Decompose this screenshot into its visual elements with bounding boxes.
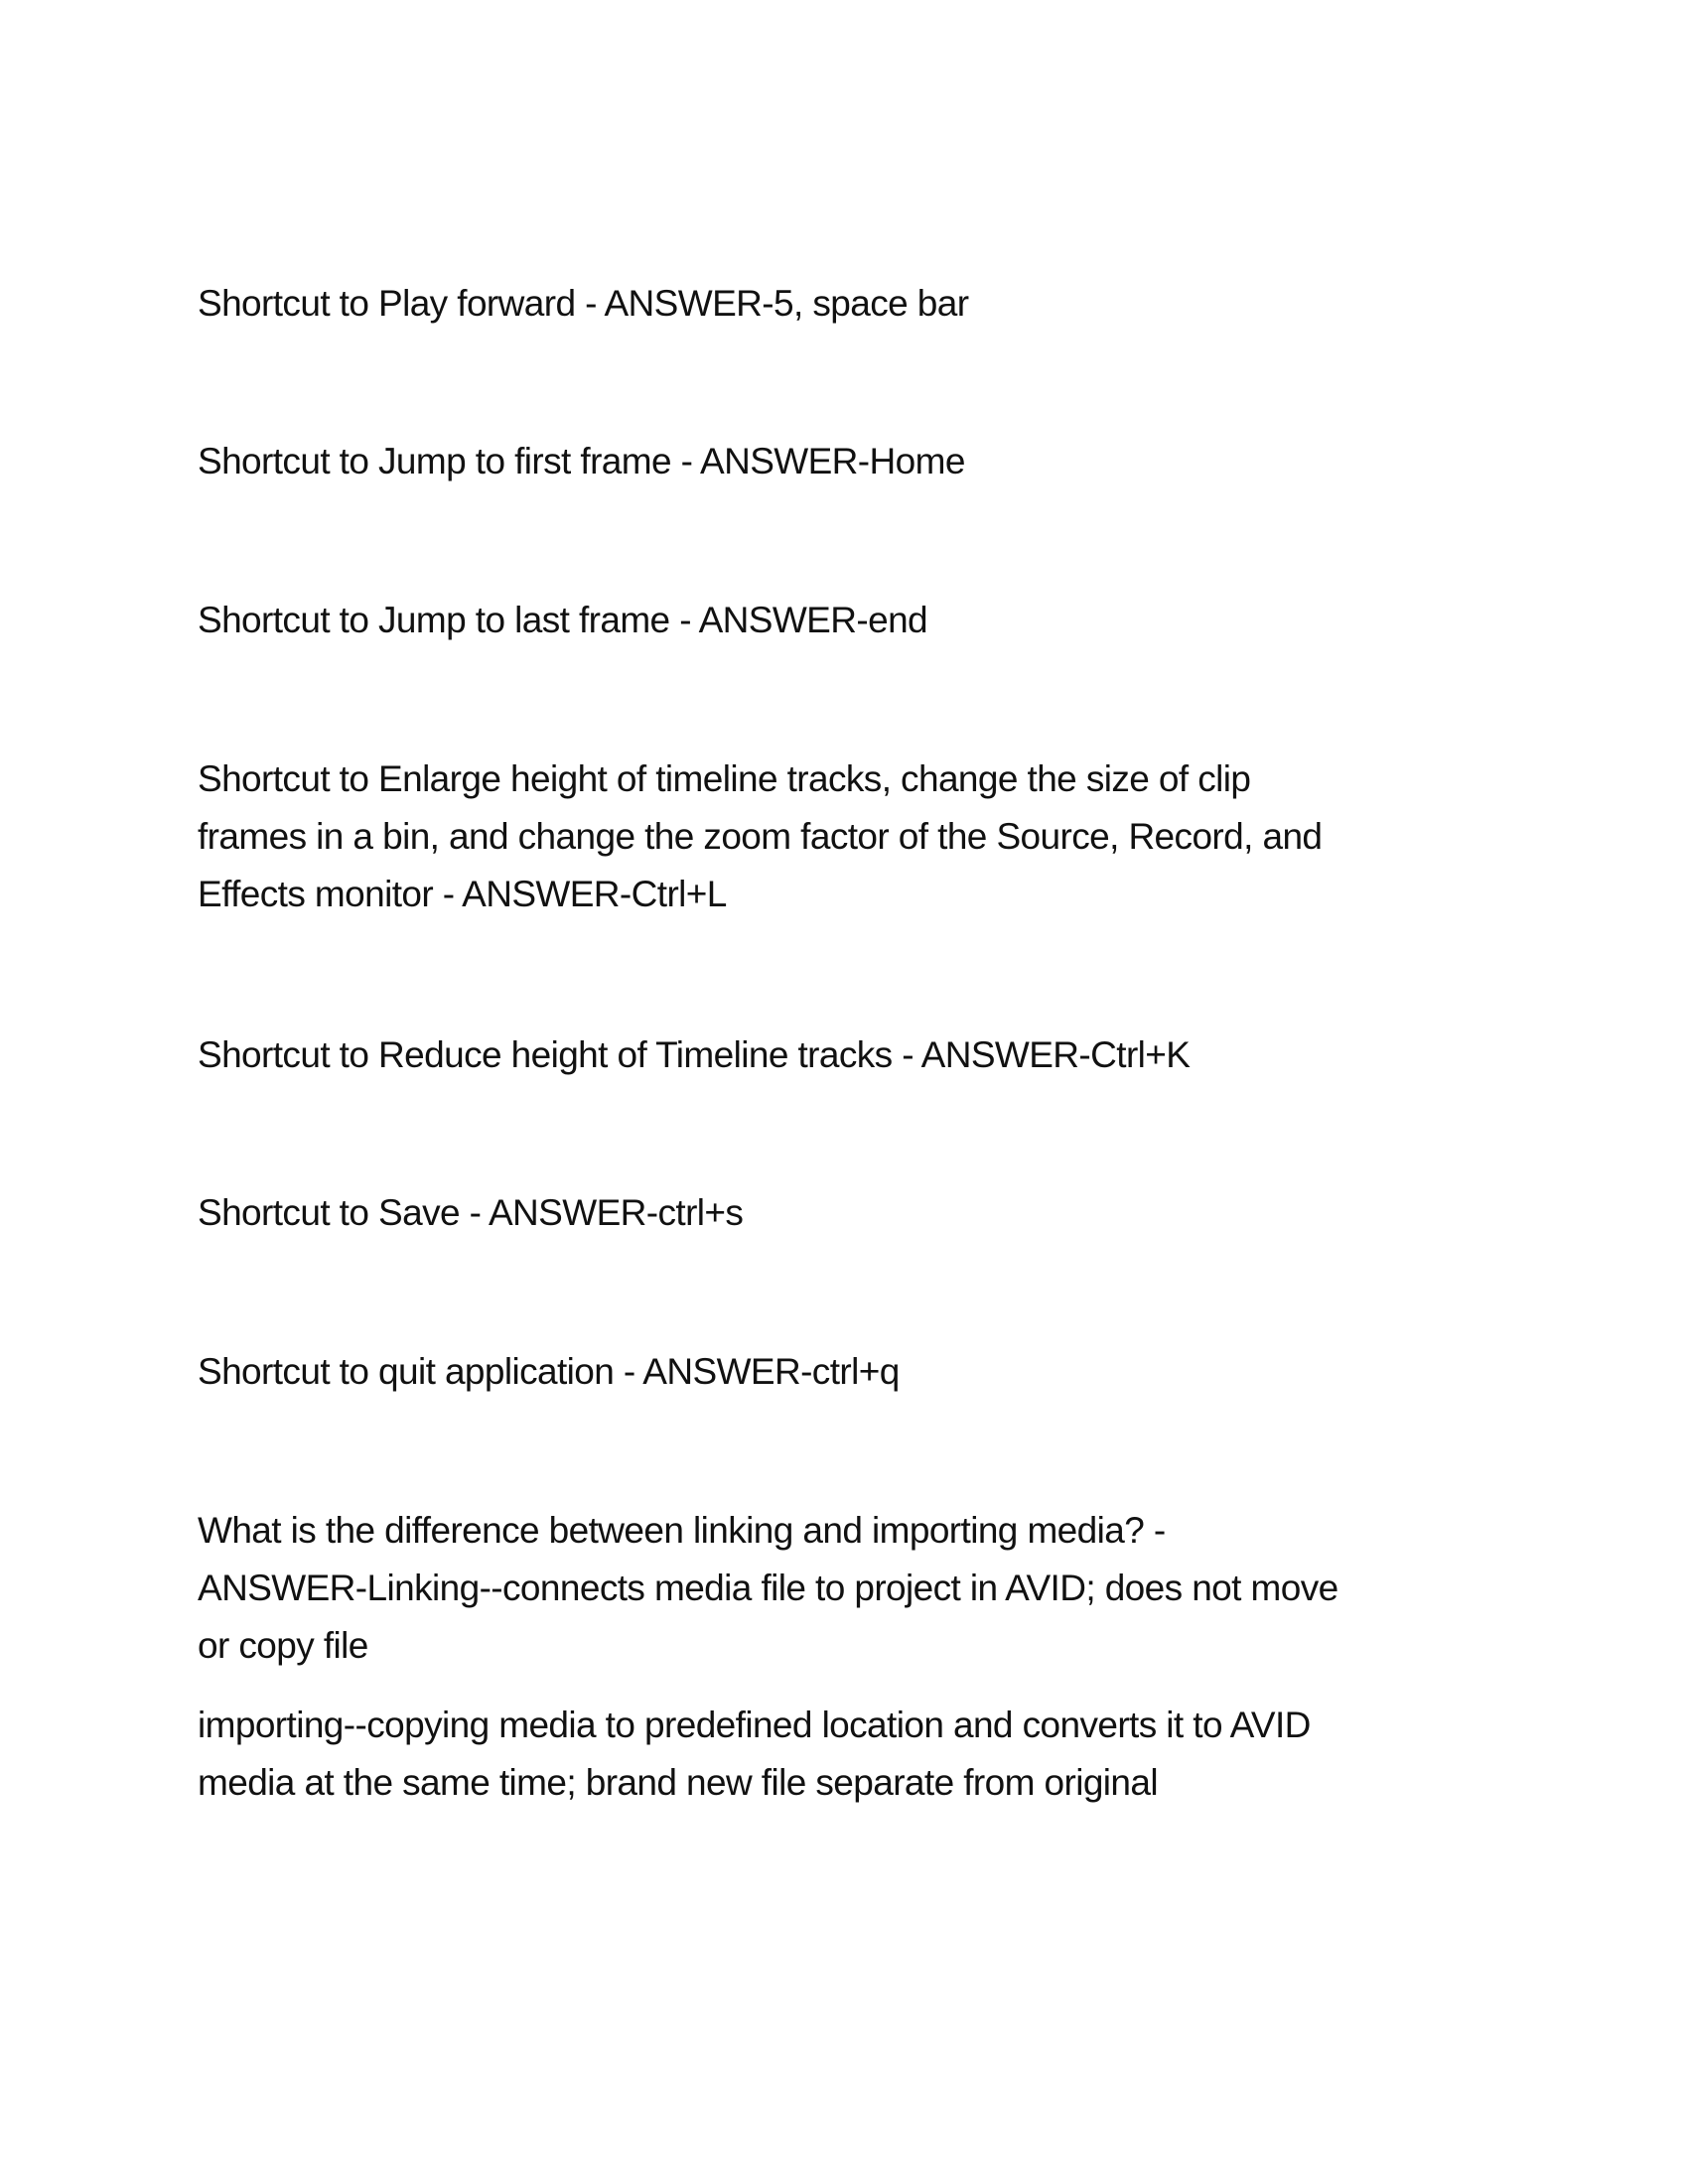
text-line: Shortcut to Save - ANSWER-ctrl+s	[198, 1192, 744, 1233]
qa-last-frame	[198, 592, 927, 649]
text-line: or copy file	[198, 1625, 368, 1666]
text-line: Shortcut to quit application - ANSWER-ctrl+q	[198, 1351, 900, 1392]
text-line: media at the same time; brand new file separate from original	[198, 1762, 1159, 1803]
qa-reduce-tracks	[198, 1026, 1190, 1084]
text-line: Shortcut to Reduce height of Timeline tracks - ANSWER-Ctrl+K	[198, 1034, 1191, 1075]
text-line: Shortcut to Enlarge height of timeline tracks, change the size of clip	[198, 758, 1251, 799]
qa-play-forward	[198, 275, 968, 333]
text-line: importing--copying media to predefined location and converts it to AVID	[198, 1705, 1311, 1745]
qa-importing-detail	[198, 1697, 1311, 1812]
text-line: frames in a bin, and change the zoom factor of the Source, Record, and	[198, 816, 1323, 857]
qa-enlarge-tracks	[198, 751, 1322, 923]
text-line: ANSWER-Linking--connects media file to project in AVID; does not move	[198, 1568, 1338, 1608]
text-line: Shortcut to Jump to last frame - ANSWER-end	[198, 600, 928, 640]
qa-first-frame	[198, 433, 965, 490]
text-line: What is the difference between linking and importing media? -	[198, 1510, 1166, 1551]
text-line: Shortcut to Jump to first frame - ANSWER-Home	[198, 441, 965, 481]
qa-linking-vs-importing	[198, 1502, 1338, 1675]
qa-save	[198, 1184, 743, 1242]
text-line: Effects monitor - ANSWER-Ctrl+L	[198, 874, 727, 914]
qa-quit	[198, 1343, 900, 1401]
text-line: Shortcut to Play forward - ANSWER-5, space bar	[198, 283, 969, 324]
